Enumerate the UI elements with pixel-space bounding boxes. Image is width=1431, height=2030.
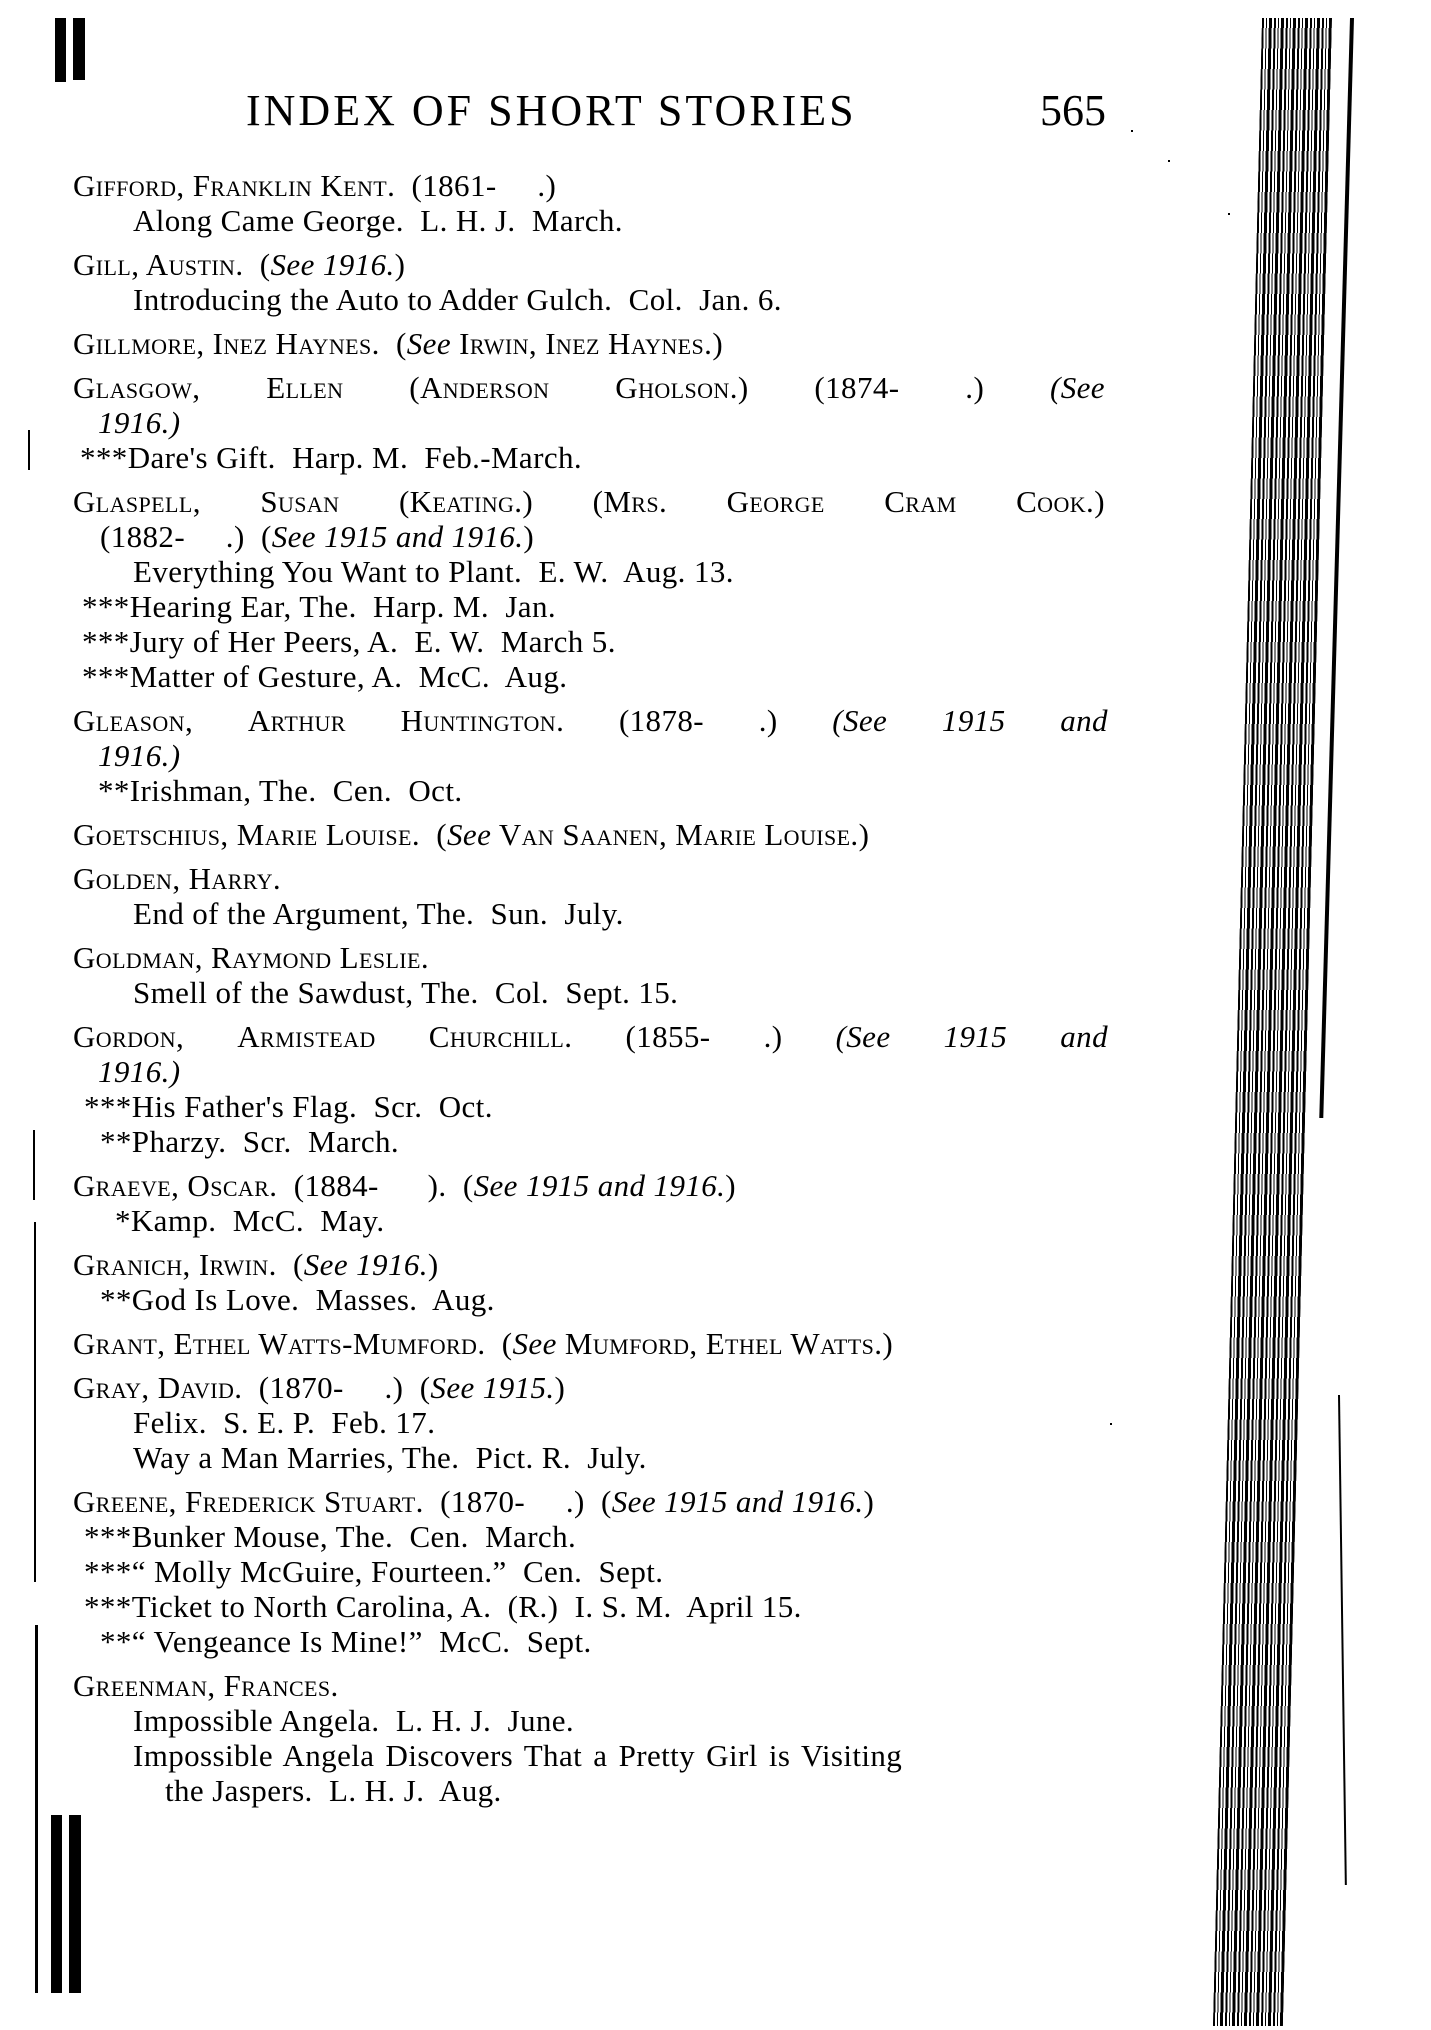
cross-reference-name: Van Saanen, Marie Louise.: [491, 817, 859, 852]
author-heading: Greene, Frederick Stuart. (1870- .) (See 1915 and 1916.): [73, 1484, 875, 1519]
author-dates: (1882- .) (See 1915 and 1916.): [100, 519, 535, 554]
author-heading: Gill, Austin. (See 1916.): [73, 247, 406, 282]
see-reference: See: [447, 817, 492, 852]
story-line-continued: the Jaspers. L. H. J. Aug.: [165, 1773, 502, 1808]
margin-line-left: [34, 1222, 36, 1582]
speck: [1228, 213, 1230, 215]
author-heading: Grant, Ethel Watts-Mumford. (See Mumford, Ethel Watts.): [73, 1326, 894, 1361]
author-name: Greene, Frederick Stuart.: [73, 1484, 424, 1519]
author-dates: (1861- .): [395, 168, 557, 203]
author-heading: Glaspell, Susan (Keating.) (Mrs. George Cram Cook.): [73, 484, 1105, 519]
story-line: **“ Vengeance Is Mine!” McC. Sept.: [100, 1624, 592, 1659]
author-name: Goetschius, Marie Louise.: [73, 817, 420, 852]
story-line: ***Bunker Mouse, The. Cen. March.: [84, 1519, 577, 1554]
story-line: ***Hearing Ear, The. Harp. M. Jan.: [82, 589, 557, 624]
speck: [1168, 160, 1170, 162]
see-reference: 1916.): [98, 738, 181, 773]
see-reference: See 1915 and 1916.: [611, 1484, 864, 1519]
margin-tick-left: [28, 430, 30, 470]
author-heading: Granich, Irwin. (See 1916.): [73, 1247, 439, 1282]
see-reference: See 1916.: [303, 1247, 428, 1282]
author-dates: (1884- ). (: [277, 1168, 474, 1203]
author-name: Gillmore, Inez Haynes.: [73, 326, 380, 361]
see-reference: See: [406, 326, 451, 361]
author-heading: Gleason, Arthur Huntington. (1878- .) (See 1915 and: [73, 703, 1108, 738]
binding-mark-top-left: [55, 18, 66, 82]
author-heading: Gordon, Armistead Churchill. (1855- .) (See 1915 and: [73, 1019, 1108, 1054]
binding-mark-top-left: [73, 18, 85, 80]
author-heading: Goetschius, Marie Louise. (See Van Saanen, Marie Louise.): [73, 817, 870, 852]
author-dates: (1870- .) (: [242, 1370, 431, 1405]
story-line: **God Is Love. Masses. Aug.: [100, 1282, 495, 1317]
speck: [1131, 130, 1133, 132]
story-line: ***Matter of Gesture, A. McC. Aug.: [82, 659, 568, 694]
author-name: Granich, Irwin.: [73, 1247, 277, 1282]
see-reference: 1916.): [98, 405, 181, 440]
binding-mark-bottom-left: [69, 1815, 81, 1993]
author-heading: Gray, David. (1870- .) (See 1915.): [73, 1370, 566, 1405]
story-line: ***His Father's Flag. Scr. Oct.: [84, 1089, 493, 1124]
author-heading: [73, 168, 556, 203]
story-line: Impossible Angela. L. H. J. June.: [133, 1703, 575, 1738]
story-line: *Kamp. McC. May.: [115, 1203, 385, 1238]
page-edge-striations: [1213, 18, 1332, 2026]
story-line: ***Jury of Her Peers, A. E. W. March 5.: [82, 624, 616, 659]
author-heading: Golden, Harry.: [73, 861, 282, 896]
story-line: Smell of the Sawdust, The. Col. Sept. 15.: [133, 975, 679, 1010]
story-line: Along Came George. L. H. J. March.: [133, 203, 623, 238]
story-line: ***“ Molly McGuire, Fourteen.” Cen. Sept.: [84, 1554, 664, 1589]
author-name: Gray, David.: [73, 1370, 243, 1405]
see-reference: See 1915 and 1916.: [473, 1168, 726, 1203]
speck: [1110, 1423, 1112, 1425]
author-heading: Goldman, Raymond Leslie.: [73, 940, 430, 975]
author-heading: Greenman, Frances.: [73, 1668, 339, 1703]
cross-reference-name: Mumford, Ethel Watts.: [556, 1326, 883, 1361]
author-heading: Glasgow, Ellen (Anderson Gholson.) (1874- .) (See: [73, 370, 1105, 405]
see-reference: See 1915.: [430, 1370, 555, 1405]
story-line: End of the Argument, The. Sun. July.: [133, 896, 624, 931]
author-heading: Graeve, Oscar. (1884- ). (See 1915 and 1916.): [73, 1168, 737, 1203]
story-line: ***Dare's Gift. Harp. M. Feb.-March.: [80, 440, 583, 475]
author-dates: (1870- .) (: [423, 1484, 612, 1519]
page-edge-line: [1338, 1395, 1347, 1885]
story-line: Impossible Angela Discovers That a Pretty Girl is Visiting: [133, 1738, 903, 1773]
author-name: Graeve, Oscar.: [73, 1168, 278, 1203]
story-line: ***Ticket to North Carolina, A. (R.) I. S. M. April 15.: [84, 1589, 802, 1624]
cross-reference-name: Irwin, Inez Haynes.: [451, 326, 713, 361]
page-title: INDEX OF SHORT STORIES: [246, 86, 857, 135]
story-line: Felix. S. E. P. Feb. 17.: [133, 1405, 436, 1440]
story-line: **Irishman, The. Cen. Oct.: [98, 773, 463, 808]
page-number: 565: [1040, 86, 1106, 135]
see-reference: See 1915 and 1916.: [271, 519, 524, 554]
see-reference: See 1916.: [270, 247, 395, 282]
see-reference: 1916.): [98, 1054, 181, 1089]
margin-line-left: [35, 1625, 38, 1993]
story-line: **Pharzy. Scr. March.: [100, 1124, 400, 1159]
see-reference: See: [512, 1326, 557, 1361]
story-line: Way a Man Marries, The. Pict. R. July.: [133, 1440, 647, 1475]
story-line: Introducing the Auto to Adder Gulch. Col. Jan. 6.: [133, 282, 782, 317]
author-heading: Gillmore, Inez Haynes. (See Irwin, Inez Haynes.): [73, 326, 724, 361]
author-name: Grant, Ethel Watts-Mumford.: [73, 1326, 486, 1361]
author-name: Gifford, Franklin Kent.: [73, 168, 396, 203]
binding-mark-bottom-left: [51, 1815, 62, 1993]
margin-tick-left: [33, 1130, 35, 1200]
author-name: Gill, Austin.: [73, 247, 244, 282]
story-line: Everything You Want to Plant. E. W. Aug. 13.: [133, 554, 734, 589]
